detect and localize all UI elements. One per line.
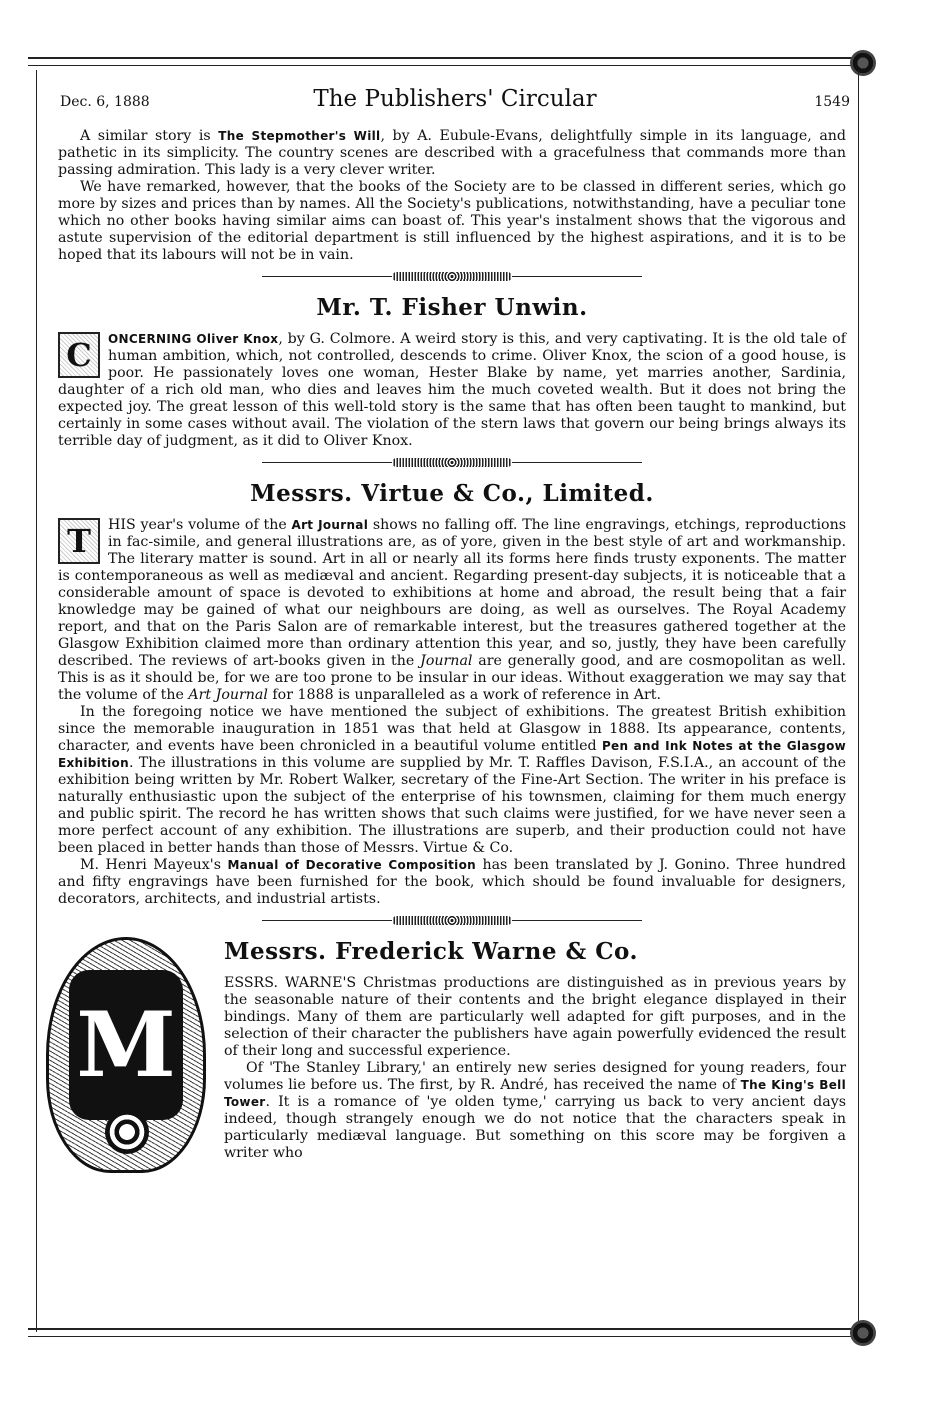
book-title: Manual of Decorative Composition [227, 858, 476, 872]
top-border-rule [28, 57, 866, 66]
dropcap-c-icon: C [58, 332, 100, 378]
ornamental-initial-m-icon: M [46, 937, 206, 1173]
page-number: 1549 [814, 94, 850, 110]
unwin-paragraph: C ONCERNING Oliver Knox, by G. Colmore. A weird story is this, and very captivating. It is the old tale of human ambition, which, not controlled, descends to crime. Oliver Knox, the scion of a good house, is poor. He passionately loves one woman, Hester Blake by name, yet marries another, Sardinia, daughter of a rich old man, who dies and leaves him the much coveted wealth. But it does not bring the expected joy. The great lesson of this well-told story is the same that has often been taught to mankind, but certainly in some cases without avail. The violation of the stern laws that govern our being brings always its terrible day of judgment, as it did to Oliver Knox. [58, 331, 846, 449]
corner-ornament-icon [850, 50, 876, 76]
book-title: Pen and Ink Notes at the Glasgow Exhibition [58, 739, 846, 770]
page-header [60, 82, 850, 112]
book-title: Art Journal [291, 518, 369, 532]
virtue-paragraph-2: In the foregoing notice we have mentioned the subject of exhibitions. The greatest British exhibition since the memorable inauguration in 1851 was that held at Glasgow in 1888. Its appearance, contents, character, and events have been chronicled in a beautiful volume entitled Pen and Ink Notes at the Glasgow Exhibition. The illustrations in this volume are supplied by Mr. T. Raffles Davison, F.S.I.A., an account of the exhibition being written by Mr. Robert Walker, secretary of the Fine-Art Section. The writer in his preface is naturally enthusiastic upon the subject of the enterprise of his townsmen, claiming for them much energy and public spirit. The record he has written shows that such claims were justified, for we have never seen a more perfect account of any exhibition. The illustrations are superb, and their production could not have been placed in better hands than those of Messrs. Virtue & Co. [58, 704, 846, 856]
virtue-paragraph-3: M. Henri Mayeux's Manual of Decorative Composition has been translated by J. Gonino. Three hundred and fifty engravings have been furnished for the book, which should be found invaluable for designers, decorators, architects, and industrial artists. [58, 857, 846, 907]
section-divider [262, 271, 642, 283]
book-title: The King's Bell Tower [224, 1078, 846, 1109]
section-divider [262, 915, 642, 927]
intro-paragraph-1: A similar story is The Stepmother's Will, by A. Eubule-Evans, delightfully simple in its language, and pathetic in its simplicity. The country scenes are described with a gracefulness that commands more than passing admiration. This lady is a very clever writer. [58, 128, 847, 178]
right-border-line [858, 70, 859, 1332]
header-date: Dec. 6, 1888 [60, 94, 150, 110]
section-heading-unwin: Mr. T. Fisher Unwin. [316, 294, 588, 321]
warne-paragraph-2: Of 'The Stanley Library,' an entirely new series designed for young readers, four volumes lie before us. The first, by R. André, has received the name of The King's Bell Tower. It is a romance of 'ye olden tyme,' carrying us back to very ancient days indeed, though strangely enough we do not notice that the characters speak in particularly mediæval language. But something on this score may be forgiven a writer who [224, 1060, 846, 1161]
section-divider [262, 457, 642, 469]
corner-ornament-icon [850, 1320, 876, 1346]
article-body [58, 128, 846, 1177]
section-heading-warne: Messrs. Frederick Warne & Co. [224, 938, 639, 965]
section-heading-virtue: Messrs. Virtue & Co., Limited. [250, 480, 654, 507]
left-border-line [36, 70, 37, 1332]
virtue-paragraph-1: T HIS year's volume of the Art Journal shows no falling off. The line engravings, etchings, reproductions in fac-simile, and general illustrations are, as of yore, given in the best style of art and workmanship. The literary matter is sound. Art in all or nearly all its forms here finds trusty exponents. The matter is contemporaneous as well as mediæval and ancient. Regarding present-day subjects, it is noticeable that a considerable amount of space is devoted to exhibitions at home and abroad, the result being that a fair knowledge may be gained of what our neighbours are doing, as well as ourselves. The Royal Academy report, and that on the Paris Salon are of remarkable interest, but the treasures gathered together at the Glasgow Exhibition claimed more than ordinary attention this year, and so, justly, they have been carefully described. The reviews of art-books given in the Journal are generally good, and are cosmopolitan as well. This is as it should be, for we are too prone to be insular in our ideas. Without exaggeration we may say that the volume of the Art Journal for 1888 is unparalleled as a work of reference in Art. [58, 517, 846, 703]
dropcap-t-icon: T [58, 518, 100, 564]
intro-paragraph-2: We have remarked, however, that the books of the Society are to be classed in different series, which go more by sizes and prices than by names. All the Society's publications, notwithstanding, have a peculiar tone which no other books having similar aims can boast of. This year's instalment shows that the vigorous and astute supervision of the editorial department is still influenced by the highest aspirations, and it is to be hoped that its labours will not be in vain. [58, 179, 846, 263]
warne-paragraph-1: ESSRS. WARNE'S Christmas productions are distinguished as in previous years by the seasonable nature of their contents and the bright elegance displayed in their bindings. Many of them are particularly well adapted for gift purposes, and in the selection of their character the publishers have again powerfully evidenced the result of their long and successful experience. [224, 975, 846, 1059]
book-title: Oliver Knox [196, 332, 279, 346]
book-title: The Stepmother's Will [218, 129, 381, 143]
page-title: The Publishers' Circular [313, 86, 597, 112]
bottom-border-rule [28, 1328, 866, 1337]
